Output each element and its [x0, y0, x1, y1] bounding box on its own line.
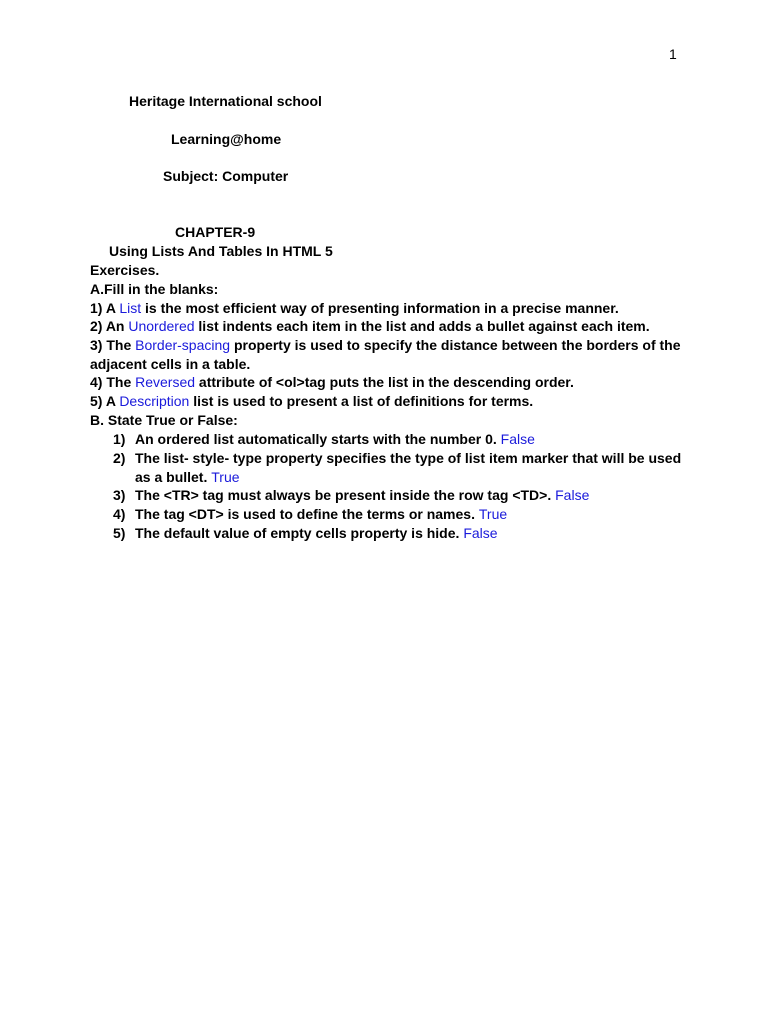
true-false-answer: False [500, 431, 535, 447]
true-false-statement: The <TR> tag must always be present inside the row tag <TD>. [135, 487, 552, 503]
fill-blank-item [90, 373, 574, 391]
true-false-answer: True [478, 506, 508, 522]
true-false-item [135, 486, 695, 505]
fill-blank-prefix: 5) A [90, 393, 120, 409]
fill-blank-item [90, 336, 681, 354]
true-false-answer: True [211, 468, 240, 485]
true-false-statement: The default value of empty cells property is hide. [135, 525, 460, 541]
fill-blank-item [90, 317, 650, 335]
true-false-item [135, 449, 695, 486]
fill-blank-prefix: 1) A [90, 300, 120, 316]
true-false-statement: An ordered list automatically starts with the number 0. [135, 431, 497, 447]
true-false-number: 3) [113, 487, 126, 503]
fill-blank-answer: Reversed [135, 374, 196, 390]
fill-blank-suffix: property is used to specify the distance between the borders of the [230, 337, 681, 353]
fill-blank-suffix: is the most efficient way of presenting information in a precise manner. [141, 300, 619, 316]
fill-blank-continuation: adjacent cells in a table. [90, 356, 251, 372]
fill-blank-suffix: list indents each item in the list and adds a bullet against each item. [194, 318, 650, 334]
fill-blank-prefix: 3) The [90, 337, 136, 353]
true-false-statement: The tag <DT> is used to define the terms or names. [135, 506, 475, 522]
true-false-statement: The list- style- type property specifies the type of list item marker that will be used as a bullet. [135, 450, 682, 485]
true-false-number: 2) [113, 450, 126, 466]
school-name: Heritage International school [129, 93, 322, 109]
true-false-item [135, 505, 695, 524]
section-b-heading: B. State True or False: [90, 412, 238, 428]
fill-blank-item [90, 392, 533, 410]
fill-blank-prefix: 4) The [90, 374, 136, 390]
true-false-item [135, 430, 695, 449]
page-number: 1 [669, 46, 677, 62]
fill-blank-suffix: list is used to present a list of definitions for terms. [189, 393, 534, 409]
fill-blank-prefix: 2) An [90, 318, 129, 334]
true-false-item [135, 524, 695, 543]
subject-line: Subject: Computer [163, 168, 289, 184]
fill-blank-answer: Unordered [128, 318, 195, 334]
section-a-heading: A.Fill in the blanks: [90, 281, 219, 297]
true-false-number: 1) [113, 431, 126, 447]
true-false-number: 5) [113, 525, 126, 541]
chapter-title: Using Lists And Tables In HTML 5 [109, 243, 333, 259]
true-false-answer: False [463, 525, 498, 541]
true-false-number: 4) [113, 506, 126, 522]
fill-blank-answer: Description [119, 393, 190, 409]
fill-blank-answer: Border-spacing [135, 337, 231, 353]
fill-blank-item [90, 299, 619, 317]
exercises-heading: Exercises. [90, 262, 160, 278]
fill-blank-suffix: attribute of <ol>tag puts the list in the descending order. [195, 374, 574, 390]
chapter-number: CHAPTER-9 [175, 224, 256, 240]
fill-blank-answer: List [119, 300, 142, 316]
true-false-answer: False [555, 487, 590, 503]
program-name: Learning@home [171, 131, 282, 147]
